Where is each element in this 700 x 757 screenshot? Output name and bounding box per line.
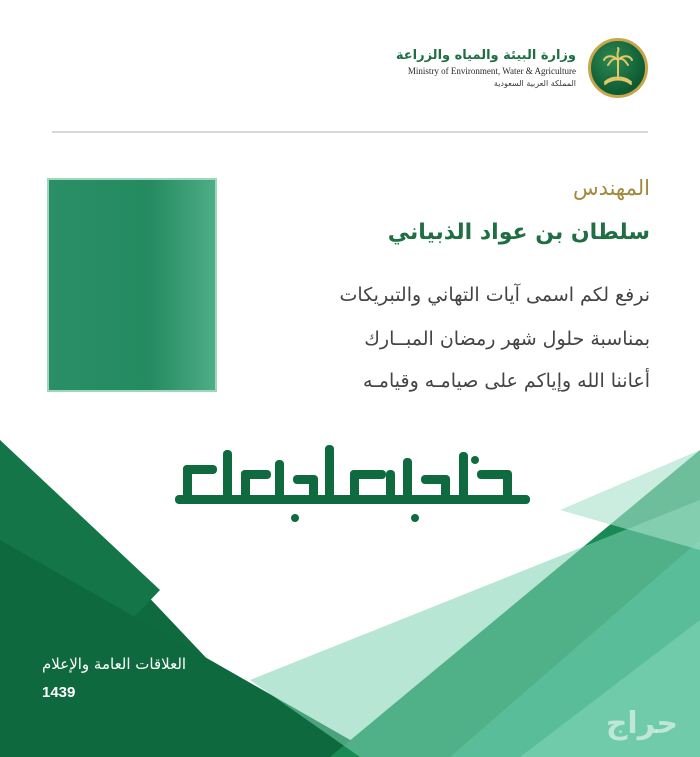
ministry-name-english: Ministry of Environment, Water & Agriculture — [407, 65, 576, 76]
person-photo — [47, 178, 217, 392]
footer-year: 1439 — [42, 684, 76, 701]
greeting-line-2: بمناسبة حلول شهر رمضان المبــارك — [364, 328, 650, 350]
greeting-line-1: نرفع لكم اسمى آيات التهاني والتبريكات — [339, 284, 650, 306]
ministry-logo-block — [396, 38, 648, 98]
palm-swords-emblem-icon — [588, 38, 648, 98]
haraj-watermark: حراج — [605, 706, 678, 741]
country-name: المملكة العربية السعودية — [493, 78, 576, 88]
header-divider — [52, 131, 648, 133]
person-name: سلطان بن عواد الذبياني — [387, 220, 650, 245]
ministry-name-block — [396, 47, 576, 90]
person-title: المهندس — [572, 176, 650, 200]
greeting-line-3: أعاننا الله وإياكم على صيامـه وقيامـه — [363, 370, 650, 392]
footer-department: العلاقات العامة والإعلام — [42, 655, 187, 673]
ramadan-mubarak-calligraphy — [175, 440, 530, 530]
ministry-name-arabic: وزارة البيئة والمياه والزراعة — [395, 47, 576, 63]
